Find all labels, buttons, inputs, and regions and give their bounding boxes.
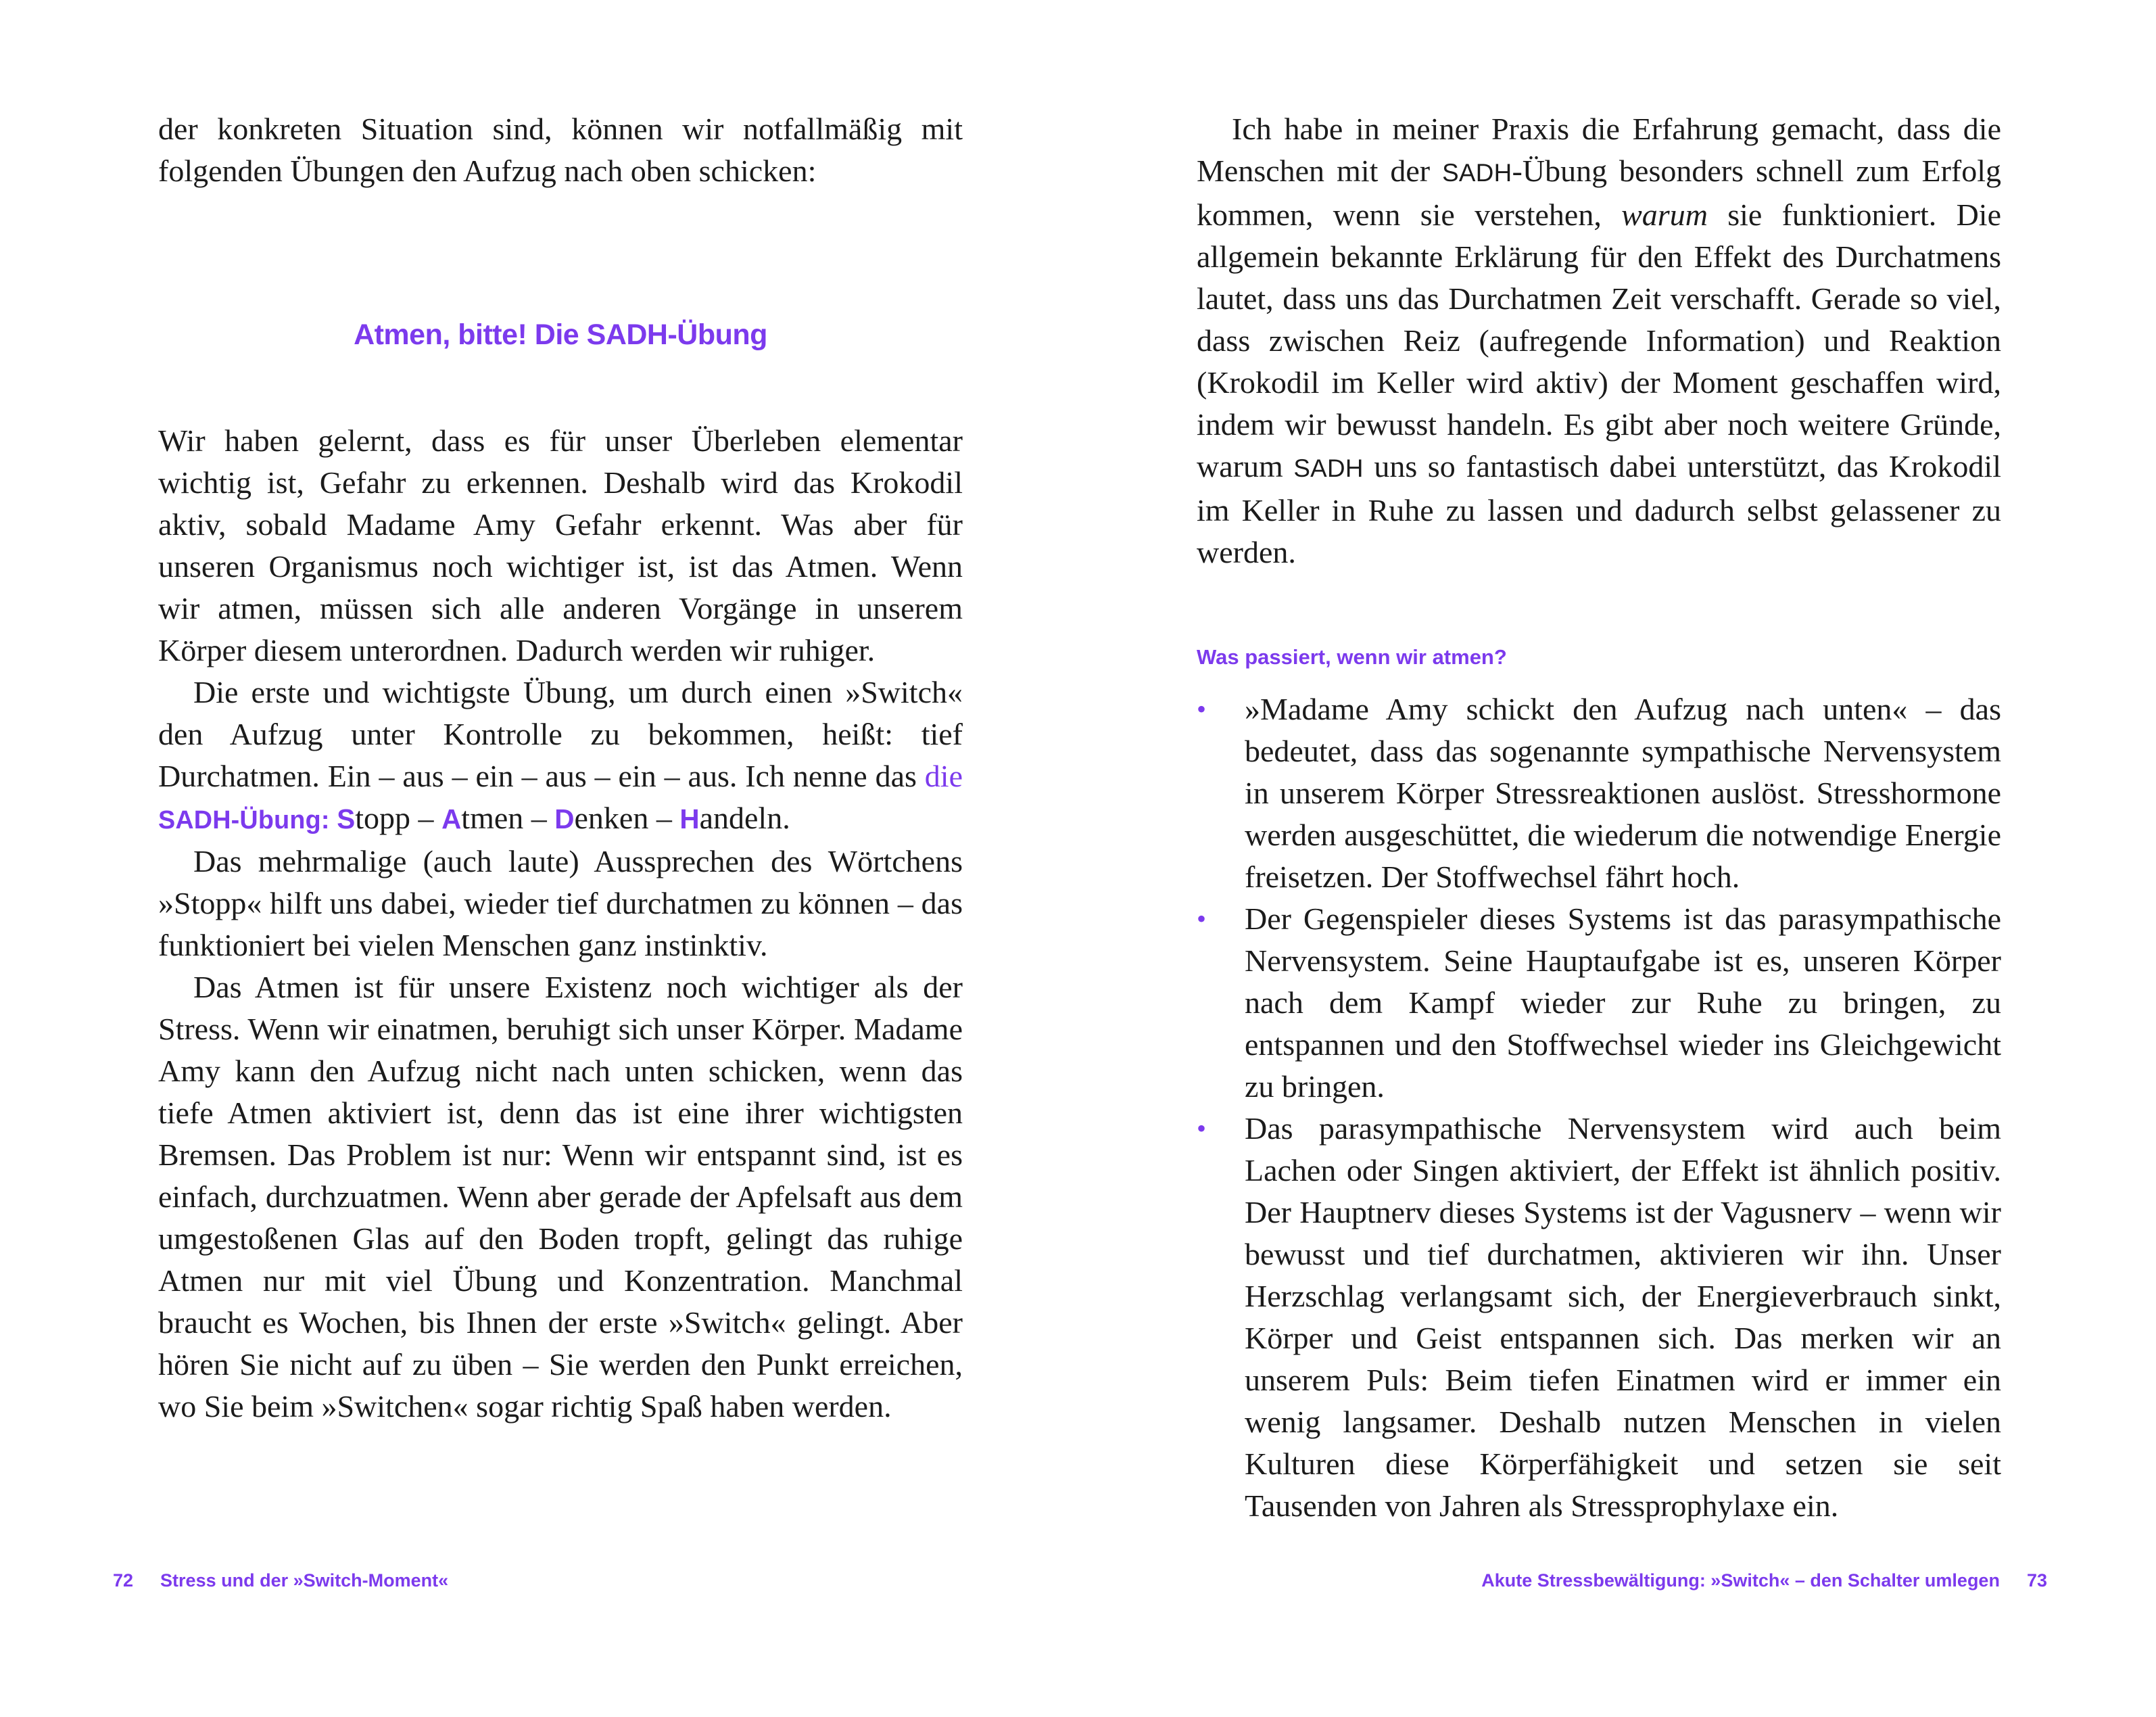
text-run: Die erste und wichtigste Übung, um durch einen »Switch« den Aufzug unter Kontrolle zu bekommen, heißt: tief Durchatmen. Ein – aus – ein – aus – ein – aus. Ich nenne das bbox=[158, 675, 963, 793]
intro-paragraph: der konkreten Situation sind, können wir notfallmäßig mit folgenden Übungen den Aufzug nach oben schicken: bbox=[158, 112, 963, 188]
text-run: enken – bbox=[574, 801, 680, 835]
text-run: die bbox=[924, 759, 963, 793]
text-run: Das Atmen ist für unsere Existenz noch wichtiger als der Stress. Wenn wir einatmen, beruhigt sich unser Körper. Madame Amy kann den Aufzug nicht nach unten schicken, wenn das tiefe Atmen aktiviert ist, denn das ist eine ihrer wichtigsten Bremsen. Das Problem ist nur: Wenn wir entspannt sind, ist es einfach, durchzuatmen. Wenn aber gerade der Apfelsaft aus dem umgestoßenen Glas auf den Boden tropft, gelingt das ruhige Atmen nur mit viel Übung und Konzentration. Manchmal braucht es Wochen, bis Ihnen der erste »Switch« gelingt. Aber hören Sie nicht auf zu üben – Sie werden den Punkt erreichen, wo Sie beim »Switchen« sogar richtig Spaß haben werden. bbox=[158, 970, 963, 1424]
running-footer-right bbox=[1481, 1569, 2047, 1592]
text-run: S bbox=[337, 803, 356, 834]
text-run: SADH bbox=[1293, 454, 1364, 482]
text-run: Das mehrmalige (auch laute) Aussprechen des Wörtchens »Stopp« hilft uns dabei, wieder tief durchatmen zu können – das funktioniert bei vielen Menschen ganz instinktiv. bbox=[158, 844, 963, 962]
text-run: warum bbox=[1621, 197, 1708, 232]
text-run: H bbox=[679, 803, 700, 834]
page-number: 73 bbox=[2026, 1570, 2047, 1591]
text-run: uns so fantastisch dabei unterstützt, das Krokodil im Keller in Ruhe zu lassen und dadurch selbst gelassener zu werden. bbox=[1197, 449, 2001, 569]
text-run: Ich habe in meiner Praxis die Erfahrung gemacht, dass die Menschen mit der bbox=[1197, 112, 2001, 188]
running-footer-left bbox=[113, 1569, 448, 1592]
bullet-icon: • bbox=[1197, 903, 1207, 934]
bullet-item bbox=[1197, 898, 2001, 1108]
text-run: SADH bbox=[1442, 159, 1512, 187]
text-run: -Übung besonders schnell zum Erfolg kommen, wenn sie verstehen, bbox=[1197, 154, 2001, 232]
bullet-item bbox=[1197, 1108, 2001, 1527]
text-run: A bbox=[441, 803, 462, 834]
paragraph bbox=[158, 841, 963, 966]
bullet-icon: • bbox=[1197, 694, 1207, 724]
paragraph bbox=[158, 672, 963, 841]
bullet-item bbox=[1197, 688, 2001, 898]
page-right bbox=[1078, 0, 2156, 1717]
text-run: sie funktioniert. Die allgemein bekannte Erklärung für den Effekt des Durchatmens lautet, dass uns das Durchatmen Zeit verschafft. Gerade so viel, dass zwischen Reiz (aufregende Information) und Reaktion (Krokodil im Keller wird aktiv) der Moment geschaffen wird, indem wir bewusst handeln. Es gibt aber noch weitere Gründe, warum bbox=[1197, 197, 2001, 484]
bullet-text: Das parasympathische Nervensystem wird auch beim Lachen oder Singen aktiviert, der Effekt ist ähnlich positiv. Der Hauptnerv dieses Systems ist der Vagusnerv – wenn wir bewusst und tief durchatmen, aktivieren wir ihn. Unser Herzschlag verlangsamt sich, der Energieverbrauch sinkt, Körper und Geist entspannen sich. Das merken wir an unserem Puls: Beim tiefen Einatmen wird er immer ein wenig langsamer. Deshalb nutzen Menschen in vielen Kulturen diese Körperfähigkeit und setzen sie seit Tausenden von Jahren als Stressprophylaxe ein. bbox=[1245, 1111, 2001, 1523]
text-run: topp – bbox=[355, 801, 442, 835]
paragraph bbox=[158, 966, 963, 1428]
text-run: tmen – bbox=[461, 801, 555, 835]
bullet-text: Der Gegenspieler dieses Systems ist das parasympathische Nervensystem. Seine Hauptaufgabe ist es, unseren Körper nach dem Kampf wieder zur Ruhe zu bringen, zu entspannen und den Stoffwechsel wieder ins Gleichgewicht zu bringen. bbox=[1245, 901, 2001, 1104]
page-number: 72 bbox=[113, 1570, 134, 1591]
left-text-column bbox=[158, 108, 963, 1428]
paragraph bbox=[158, 420, 963, 672]
text-run: andeln. bbox=[699, 801, 790, 835]
text-run: Wir haben gelernt, dass es für unser Überleben elementar wichtig ist, Gefahr zu erkennen. Deshalb wird das Krokodil aktiv, sobald Madame Amy Gefahr erkennt. Was aber für unseren Organismus noch wichtiger ist, ist das Atmen. Wenn wir atmen, müssen sich alle anderen Vorgänge in unserem Körper diesem unterordnen. Dadurch werden wir ruhiger. bbox=[158, 423, 963, 667]
bullet-text: »Madame Amy schickt den Aufzug nach unten« – das bedeutet, dass das sogenannte sympathische Nervensystem in unserem Körper Stressreaktionen auslöst. Stresshormone werden ausgeschüttet, die wiederum die notwendige Energie freisetzen. Der Stoffwechsel fährt hoch. bbox=[1245, 692, 2001, 894]
text-run: D bbox=[554, 803, 575, 834]
paragraph bbox=[1197, 108, 2001, 573]
right-text-column bbox=[1197, 108, 2001, 1527]
running-title: Stress und der »Switch-Moment« bbox=[160, 1570, 449, 1591]
text-run: SADH-Übung: bbox=[158, 805, 337, 834]
sub-heading: Was passiert, wenn wir atmen? bbox=[1197, 645, 1507, 669]
running-title: Akute Stressbewältigung: »Switch« – den Schalter umlegen bbox=[1481, 1570, 2000, 1591]
section-heading: Atmen, bitte! Die SADH-Übung bbox=[354, 319, 767, 351]
bullet-icon: • bbox=[1197, 1113, 1207, 1144]
